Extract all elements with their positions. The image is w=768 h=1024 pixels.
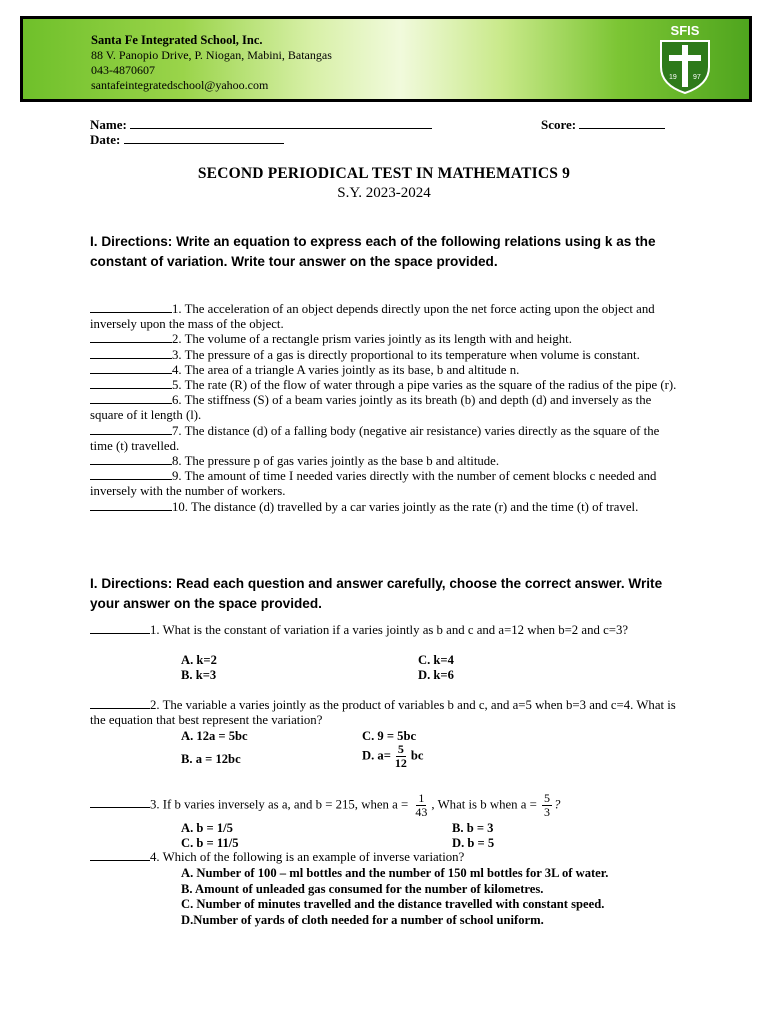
list-item: 9. The amount of time I needed varies directly with the number of cement blocks c needed and inversely with the number of workers. bbox=[90, 469, 657, 499]
list-item: 7. The distance (d) of a falling body (negative air resistance) varies directly as the square of the time (t) travelled. bbox=[90, 423, 660, 453]
list-item: 8. The pressure p of gas varies jointly as the base b and altitude. bbox=[90, 454, 680, 469]
logo-year-left: 19 bbox=[669, 74, 677, 81]
answer-blank[interactable] bbox=[90, 454, 172, 465]
list-item: 1. The acceleration of an object depends directly upon the net force acting upon the object and inversely upon the mass of the object. bbox=[90, 302, 655, 332]
option-a[interactable]: A. k=2 bbox=[181, 653, 217, 667]
option-d[interactable]: D. k=6 bbox=[418, 668, 454, 682]
option-c[interactable]: C. b = 11/5 bbox=[181, 836, 239, 850]
fraction: $\frac{5}{12}$ bbox=[394, 742, 407, 770]
option-d[interactable]: D. a= $\frac{5}{12}$ bc bbox=[362, 742, 424, 770]
logo-text: SFIS bbox=[670, 23, 700, 38]
option-c[interactable]: C. k=4 bbox=[418, 653, 454, 667]
date-blank[interactable] bbox=[124, 133, 284, 144]
part2-directions: I. Directions: Read each question and answer carefully, choose the correct answer. Write your answer on the space provided. bbox=[90, 576, 663, 611]
school-info bbox=[91, 33, 332, 93]
name-blank[interactable] bbox=[130, 118, 432, 129]
option-a[interactable]: A. 12a = 5bc bbox=[181, 729, 248, 743]
part1-directions: I. Directions: Write an equation to express each of the following relations using k as the constant of variation. Write tour answer on the space provided. bbox=[90, 234, 656, 269]
answer-blank[interactable] bbox=[90, 378, 172, 389]
answer-blank[interactable] bbox=[90, 424, 172, 435]
option-b[interactable]: B. b = 3 bbox=[452, 821, 494, 835]
list-item: 3. The pressure of a gas is directly proportional to its temperature when volume is constant. bbox=[90, 348, 680, 363]
option-c[interactable]: C. 9 = 5bc bbox=[362, 729, 417, 743]
answer-blank[interactable] bbox=[90, 500, 172, 511]
answer-blank[interactable] bbox=[90, 348, 172, 359]
score-label: Score: bbox=[541, 117, 577, 132]
name-field[interactable] bbox=[90, 117, 432, 133]
option-d[interactable]: D. b = 5 bbox=[452, 836, 495, 850]
school-header-band bbox=[20, 16, 752, 102]
question-3: 3. If b varies inversely as a, and b = 215, when a = $\frac{1}{43}$ , What is b when a = $\frac{5}{3}$ ? bbox=[90, 792, 690, 819]
list-item: 5. The rate (R) of the flow of water through a pipe varies as the square of the radius of the pipe (r). bbox=[90, 378, 680, 393]
school-name: Santa Fe Integrated School, Inc. bbox=[91, 33, 263, 47]
school-email: santafeintegratedschool@yahoo.com bbox=[91, 78, 269, 92]
answer-blank[interactable] bbox=[90, 623, 150, 634]
name-label: Name: bbox=[90, 117, 127, 132]
part1-items bbox=[90, 302, 680, 515]
question-1: 1. What is the constant of variation if a varies jointly as b and c and a=12 when b=2 and c=3? bbox=[90, 623, 680, 638]
question-4: 4. Which of the following is an example of inverse variation? bbox=[90, 850, 680, 865]
school-phone: 043-4870607 bbox=[91, 63, 155, 77]
answer-blank[interactable] bbox=[90, 850, 150, 861]
option-d[interactable]: D.Number of yards of cloth needed for a number of school uniform. bbox=[181, 912, 544, 927]
option-b[interactable]: B. a = 12bc bbox=[181, 752, 241, 766]
test-title: SECOND PERIODICAL TEST IN MATHEMATICS 9 bbox=[197, 165, 571, 182]
school-seal-icon bbox=[651, 21, 719, 95]
question-4-options bbox=[181, 866, 661, 928]
answer-blank[interactable] bbox=[90, 393, 172, 404]
school-year: S.Y. 2023-2024 bbox=[337, 185, 431, 201]
answer-blank[interactable] bbox=[90, 797, 150, 808]
fraction: $\frac{1}{43}$ bbox=[415, 791, 428, 819]
option-a[interactable]: A. b = 1/5 bbox=[181, 821, 233, 835]
list-item: 2. The volume of a rectangle prism varies jointly as its length with and height. bbox=[90, 332, 680, 347]
question-2: 2. The variable a varies jointly as the product of variables b and c, and a=5 when b=3 and c=4. What is the equation that best represent the variation? bbox=[90, 698, 676, 728]
answer-blank[interactable] bbox=[90, 302, 172, 313]
date-label: Date: bbox=[90, 132, 121, 147]
answer-blank[interactable] bbox=[90, 332, 172, 343]
answer-blank[interactable] bbox=[90, 698, 150, 709]
school-address: 88 V. Panopio Drive, P. Niogan, Mabini, Batangas bbox=[91, 48, 332, 62]
option-b[interactable]: B. k=3 bbox=[181, 668, 217, 682]
option-c[interactable]: C. Number of minutes travelled and the distance travelled with constant speed. bbox=[181, 897, 605, 911]
date-field[interactable] bbox=[90, 132, 284, 148]
fraction: $\frac{5}{3}$ bbox=[544, 791, 551, 819]
list-item: 4. The area of a triangle A varies jointly as its base, b and altitude n. bbox=[90, 363, 680, 378]
list-item: 6. The stiffness (S) of a beam varies jointly as its breath (b) and depth (d) and inversely as the square of it length (l). bbox=[90, 393, 652, 423]
logo-year-right: 97 bbox=[693, 74, 701, 81]
answer-blank[interactable] bbox=[90, 363, 172, 374]
option-b[interactable]: B. Amount of unleaded gas consumed for the number of kilometres. bbox=[181, 881, 544, 896]
option-a[interactable]: A. Number of 100 – ml bottles and the number of 150 ml bottles for 3L of water. bbox=[181, 866, 609, 880]
answer-blank[interactable] bbox=[90, 469, 172, 480]
score-blank[interactable] bbox=[579, 118, 665, 129]
score-field[interactable] bbox=[541, 117, 665, 133]
list-item: 10. The distance (d) travelled by a car varies jointly as the rate (r) and the time (t) of travel. bbox=[90, 500, 680, 515]
